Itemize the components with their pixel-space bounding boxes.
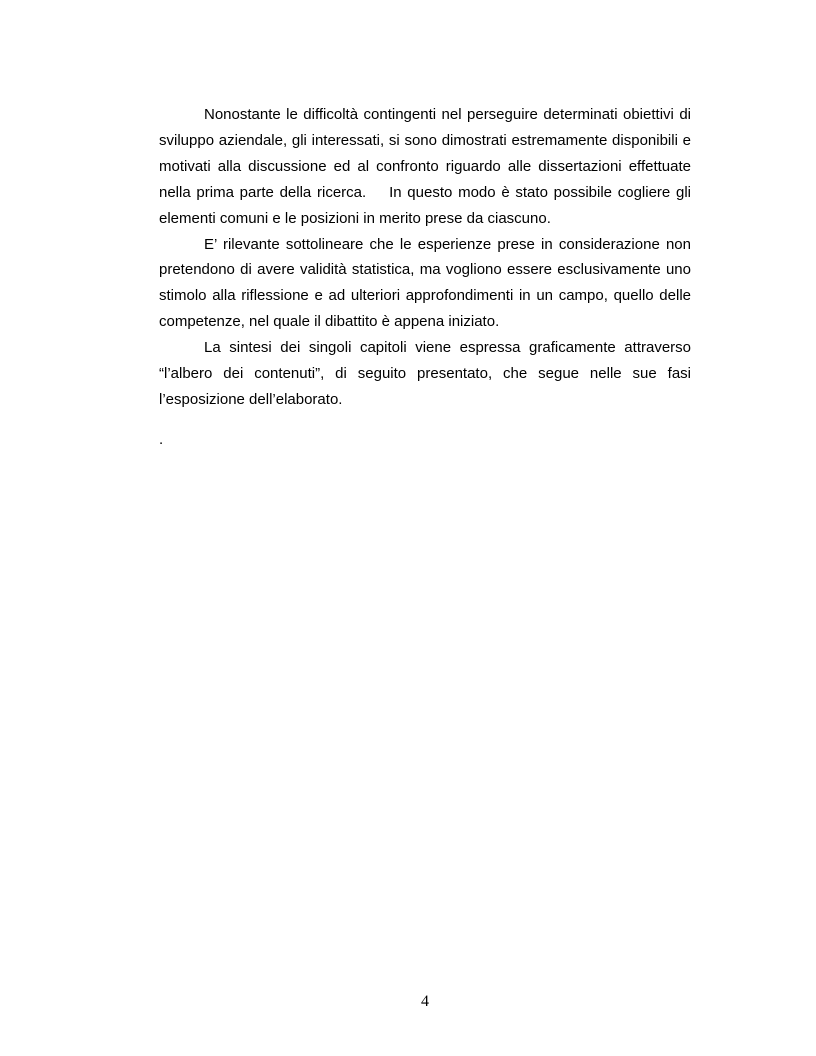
paragraph-1: Nonostante le difficoltà contingenti nel perseguire determinati obiettivi di sviluppo aziendale, gli interessati, si sono dimostrati estremamente disponibili e motivati alla discussione ed al confronto riguardo alle dissertazioni effettuate nella prima parte della ricerca. In questo modo è stato possibile cogliere gli elementi comuni e le posizioni in merito prese da ciascuno. (159, 106, 696, 227)
paragraph-2: E’ rilevante sottolineare che le esperienze prese in considerazione non pretendono di avere validità statistica, ma vogliono essere esclusivamente uno stimolo alla riflessione e ad ulteriori approfondimenti in un campo, quello delle competenze, nel quale il dibattito è appena iniziato. (159, 235, 691, 331)
body-text (159, 102, 696, 453)
page-number: 4 (421, 993, 429, 1010)
paragraph-3: La sintesi dei singoli capitoli viene espressa graficamente attraverso “l’albero dei contenuti”, di seguito presentato, che segue nelle sue fasi l’esposizione dell’elaborato. (159, 339, 691, 408)
trailing-mark: . (159, 430, 164, 448)
